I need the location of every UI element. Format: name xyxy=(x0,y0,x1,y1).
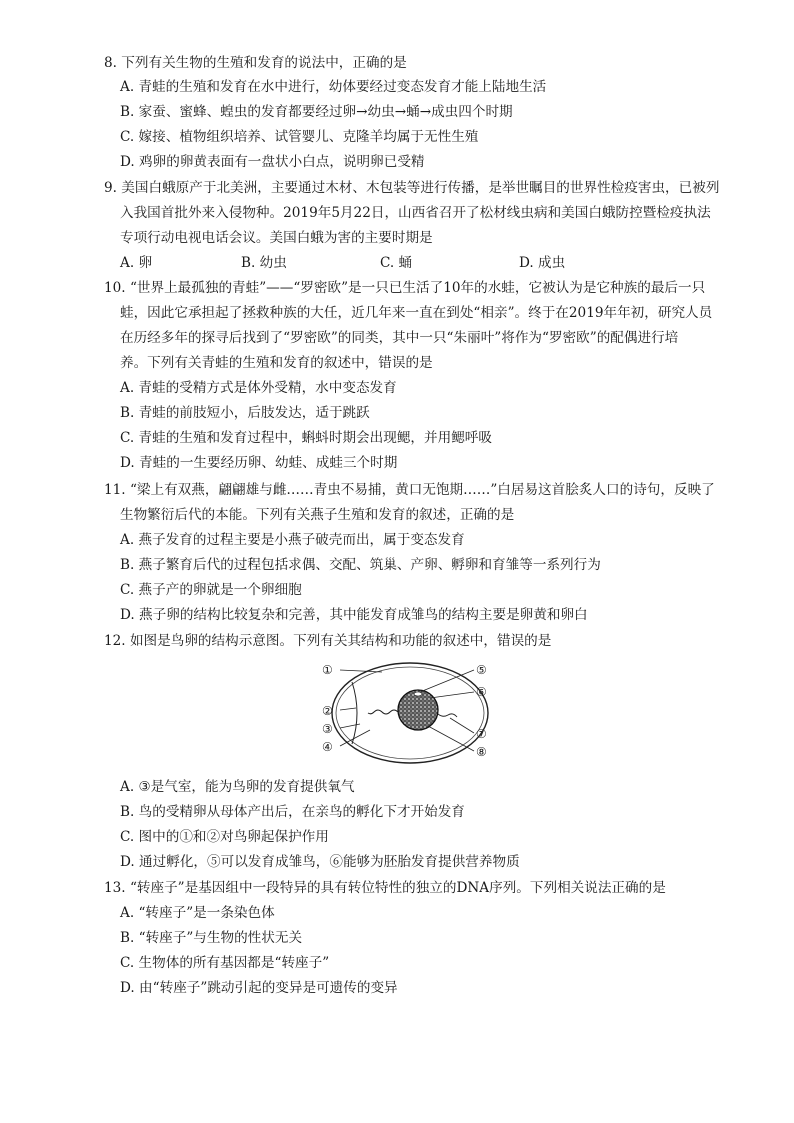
diagram-label-2: ② xyxy=(322,704,333,718)
q11-option-d: D. 燕子卵的结构比较复杂和完善，其中能发育成雏鸟的结构主要是卵黄和卵白 xyxy=(120,607,588,623)
q11-stem-line-2: 生物繁衍后代的本能。下列有关燕子生殖和发育的叙述，正确的是 xyxy=(120,507,515,523)
q9-stem-line-2: 入我国首批外来入侵物种。2019年5月22日，山西省召开了松材线虫病和美国白蛾防控暨检疫执法 xyxy=(120,205,711,221)
diagram-label-8: ⑧ xyxy=(476,745,487,759)
q8-option-a: A. 青蛙的生殖和发育在水中进行，幼体要经过变态发育才能上陆地生活 xyxy=(120,79,547,95)
q12-option-b: B. 鸟的受精卵从母体产出后，在亲鸟的孵化下才开始发育 xyxy=(120,804,465,820)
q8-option-c: C. 嫁接、植物组织培养、试管婴儿、克隆羊均属于无性生殖 xyxy=(120,129,479,145)
diagram-label-7: ⑦ xyxy=(476,727,487,741)
q10-stem-line-4: 养。下列有关青蛙的生殖和发育的叙述中，错误的是 xyxy=(120,355,433,371)
q10-option-c: C. 青蛙的生殖和发育过程中，蝌蚪时期会出现鳃，并用鳃呼吸 xyxy=(120,430,492,446)
bird-egg-diagram xyxy=(300,658,500,768)
q9-option-a: A. 卵 xyxy=(120,255,153,271)
q13-option-d: D. 由“转座子”跳动引起的变异是可遗传的变异 xyxy=(120,980,398,996)
q9-stem-line-1: 9. 美国白蛾原产于北美洲，主要通过木材、木包装等进行传播，是举世瞩目的世界性检疫害虫，已被列 xyxy=(104,180,720,196)
diagram-label-3: ③ xyxy=(322,722,333,736)
q8-stem: 8. 下列有关生物的生殖和发育的说法中，正确的是 xyxy=(104,55,407,71)
diagram-label-4: ④ xyxy=(322,740,333,754)
q10-option-d: D. 青蛙的一生要经历卵、幼蛙、成蛙三个时期 xyxy=(120,455,398,471)
q10-stem-line-3: 在历经多年的探寻后找到了“罗密欧”的同类，其中一只“朱丽叶”将作为“罗密欧”的配偶进行培 xyxy=(120,330,679,346)
germinal-disc xyxy=(414,692,422,696)
q11-stem-line-1: 11. “梁上有双燕，翩翩雄与雌……青虫不易捕，黄口无饱期……”白居易这首脍炙人口的诗句，反映了 xyxy=(104,482,715,498)
diagram-label-5: ⑤ xyxy=(476,663,487,677)
q11-option-a: A. 燕子发育的过程主要是小燕子破壳而出，属于变态发育 xyxy=(120,532,465,548)
q9-option-b: B. 幼虫 xyxy=(241,255,287,271)
q11-option-b: B. 燕子繁育后代的过程包括求偶、交配、筑巢、产卵、孵卵和育雏等一系列行为 xyxy=(120,557,601,573)
diagram-label-6: ⑥ xyxy=(476,685,487,699)
q9-stem-line-3: 专项行动电视电话会议。美国白蛾为害的主要时期是 xyxy=(120,230,433,246)
q13-option-c: C. 生物体的所有基因都是“转座子” xyxy=(120,955,330,971)
q9-option-c: C. 蛹 xyxy=(380,255,413,271)
q12-option-c: C. 图中的①和②对鸟卵起保护作用 xyxy=(120,829,329,845)
q10-stem-line-2: 蛙，因此它承担起了拯救种族的大任，近几年来一直在到处“相亲”。终于在2019年年初，研究人员 xyxy=(120,305,713,321)
q13-option-b: B. “转座子”与生物的性状无关 xyxy=(120,930,303,946)
diagram-label-1: ① xyxy=(322,663,333,677)
q8-option-b: B. 家蚕、蜜蜂、蝗虫的发育都要经过卵→幼虫→蛹→成虫四个时期 xyxy=(120,104,513,120)
q10-option-b: B. 青蛙的前肢短小，后肢发达，适于跳跃 xyxy=(120,405,370,421)
q12-option-a: A. ③是气室，能为鸟卵的发育提供氧气 xyxy=(120,779,355,795)
q9-option-d: D. 成虫 xyxy=(519,255,566,271)
q12-stem: 12. 如图是鸟卵的结构示意图。下列有关其结构和功能的叙述中，错误的是 xyxy=(104,633,552,649)
q13-stem: 13. “转座子”是基因组中一段特异的具有转位特性的独立的DNA序列。下列相关说法正确的是 xyxy=(104,880,666,896)
q8-option-d: D. 鸡卵的卵黄表面有一盘状小白点，说明卵已受精 xyxy=(120,154,425,170)
q12-option-d: D. 通过孵化，⑤可以发育成雏鸟，⑥能够为胚胎发育提供营养物质 xyxy=(120,854,520,870)
q10-stem-line-1: 10. “世界上最孤独的青蛙”——“罗密欧”是一只已生活了10年的水蛙，它被认为是它种族的最后一只 xyxy=(104,280,706,296)
q11-option-c: C. 燕子产的卵就是一个卵细胞 xyxy=(120,582,302,598)
q13-option-a: A. “转座子”是一条染色体 xyxy=(120,905,275,921)
q10-option-a: A. 青蛙的受精方式是体外受精，水中变态发育 xyxy=(120,380,397,396)
